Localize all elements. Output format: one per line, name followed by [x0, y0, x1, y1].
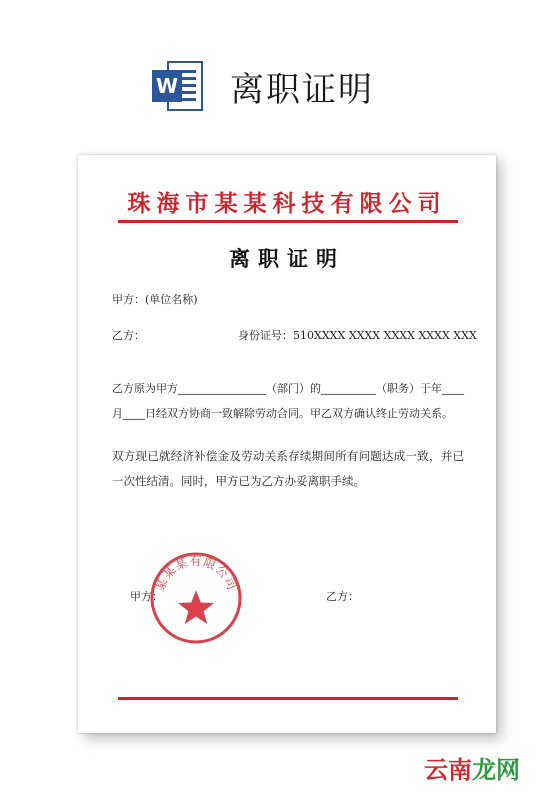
seal-text: 某某某有限公司	[152, 553, 240, 593]
signature-party-b: 乙方：	[326, 590, 359, 603]
header-bar	[150, 58, 374, 114]
party-a-line: 甲方：(单位名称)	[112, 293, 198, 306]
paragraph-termination: 乙方原为甲方________________（部门）的__________（职务）于年____月____日经双方协商一致解除劳动合同。甲乙双方确认终止劳动关系。	[112, 382, 464, 420]
page-title: 离职证明	[230, 69, 374, 110]
company-seal	[148, 550, 244, 646]
document-page	[78, 155, 496, 733]
certificate-title: 离职证明	[229, 246, 345, 271]
red-divider-bottom	[118, 697, 458, 700]
watermark-text-green: 龙网	[472, 756, 520, 784]
paragraph-settlement: 双方现已就经济补偿金及劳动关系存续期间所有问题达成一致，并已一次性结清。同时，甲方已为乙方办妥离职手续。	[112, 449, 464, 488]
company-name: 珠海市某某科技有限公司	[127, 190, 447, 217]
party-b-line	[112, 327, 477, 343]
svg-text:某某某有限公司	[153, 554, 239, 593]
red-divider-top	[118, 220, 458, 223]
party-b-label: 乙方：	[112, 329, 145, 342]
watermark-text-red: 云南	[424, 756, 472, 784]
word-icon	[150, 58, 204, 114]
star-icon	[178, 590, 214, 624]
id-number: 身份证号：510XXXX XXXX XXXX XXXX XXX	[238, 329, 477, 342]
word-icon-letter: W	[155, 74, 179, 98]
watermark	[424, 750, 520, 785]
signature-party-a: 甲方：	[130, 590, 163, 603]
